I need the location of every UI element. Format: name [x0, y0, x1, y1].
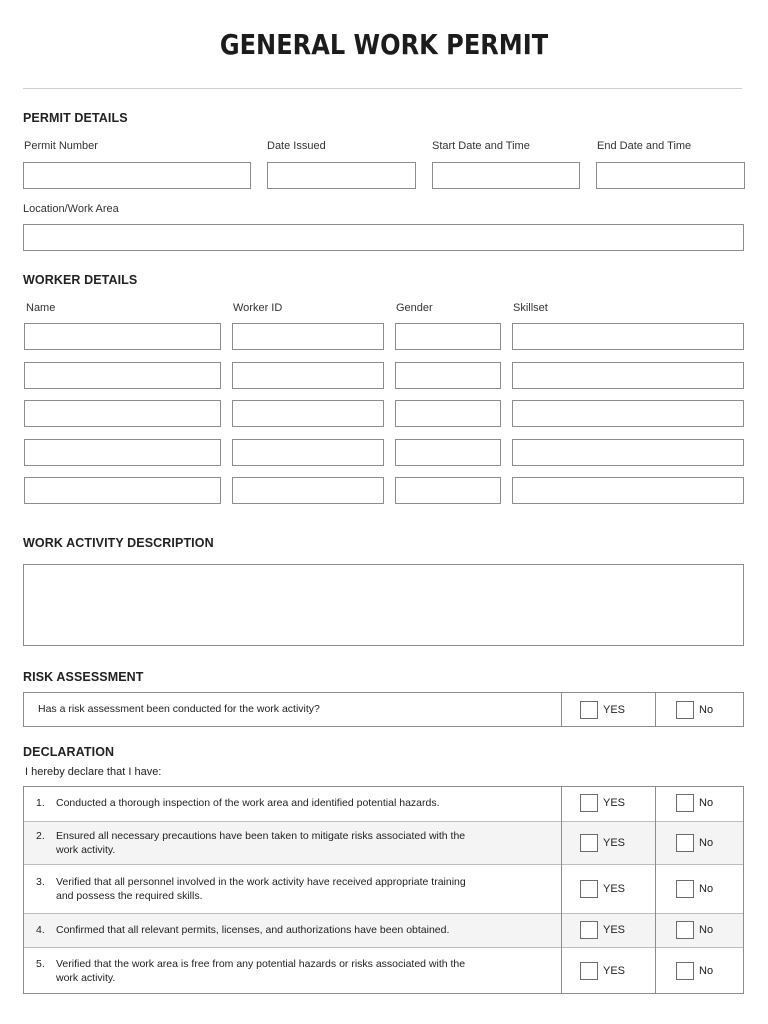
column-divider [561, 787, 562, 993]
yes-label: YES [603, 882, 626, 895]
declaration-text [56, 957, 546, 985]
yes-label: YES [603, 836, 626, 849]
gender-field[interactable] [395, 323, 501, 350]
item-number: 4. [36, 924, 45, 936]
checkbox[interactable] [580, 962, 598, 980]
declaration-text-line: Verified that all personnel involved in the work activity have received appropriate training [56, 875, 466, 888]
name-field[interactable] [24, 439, 221, 466]
declaration-no-option[interactable] [676, 921, 713, 939]
declaration-text [56, 829, 546, 857]
location-label: Location/Work Area [23, 203, 119, 215]
declaration-text-line: Conducted a thorough inspection of the work area and identified potential hazards. [56, 797, 440, 809]
start-date-field[interactable] [432, 162, 580, 189]
checkbox[interactable] [676, 701, 694, 719]
name-column-label: Name [26, 302, 56, 314]
declaration-row [24, 821, 743, 864]
checkbox[interactable] [676, 794, 694, 812]
work-activity-field[interactable] [23, 564, 744, 646]
declaration-no-option[interactable] [676, 962, 713, 980]
checkbox[interactable] [580, 834, 598, 852]
no-label: No [699, 797, 714, 809]
item-number: 5. [36, 957, 45, 970]
yes-label: YES [603, 964, 626, 977]
risk-assessment-heading: RISK ASSESSMENT [23, 670, 144, 684]
declaration-row [24, 864, 743, 913]
skillset-field[interactable] [512, 439, 744, 466]
worker-id-field[interactable] [232, 477, 384, 504]
declaration-no-option[interactable] [676, 880, 713, 898]
declaration-text-line: Verified that the work area is free from any potential hazards or risks associated with the [56, 957, 466, 970]
item-number: 3. [36, 875, 45, 888]
date-issued-label: Date Issued [267, 140, 326, 152]
no-label: No [699, 924, 714, 936]
declaration-text-line: work activity. [56, 843, 116, 856]
gender-field[interactable] [395, 439, 501, 466]
checkbox[interactable] [580, 880, 598, 898]
skillset-column-label: Skillset [513, 302, 548, 314]
declaration-yes-option[interactable] [580, 921, 625, 939]
column-divider [655, 787, 656, 993]
permit-number-field[interactable] [23, 162, 251, 189]
declaration-yes-option[interactable] [580, 962, 625, 980]
name-field[interactable] [24, 477, 221, 504]
declaration-text-line: Confirmed that all relevant permits, licenses, and authorizations have been obtained. [56, 924, 450, 936]
worker-id-column-label: Worker ID [233, 302, 283, 314]
no-label: No [699, 704, 714, 716]
column-divider [561, 693, 562, 726]
checkbox[interactable] [676, 834, 694, 852]
skillset-field[interactable] [512, 323, 744, 350]
worker-id-field[interactable] [232, 439, 384, 466]
name-field[interactable] [24, 362, 221, 389]
skillset-field[interactable] [512, 362, 744, 389]
gender-column-label: Gender [396, 302, 433, 314]
checkbox[interactable] [676, 962, 694, 980]
no-label: No [699, 882, 714, 895]
yes-label: YES [603, 704, 626, 716]
worker-id-field[interactable] [232, 400, 384, 427]
declaration-yes-option[interactable] [580, 794, 625, 812]
gender-field[interactable] [395, 400, 501, 427]
item-number: 2. [36, 829, 45, 842]
checkbox[interactable] [580, 921, 598, 939]
declaration-intro: I hereby declare that I have: [25, 766, 162, 778]
permit-details-heading: PERMIT DETAILS [23, 111, 128, 125]
date-issued-field[interactable] [267, 162, 416, 189]
no-label: No [699, 964, 714, 977]
name-field[interactable] [24, 323, 221, 350]
gender-field[interactable] [395, 477, 501, 504]
name-field[interactable] [24, 400, 221, 427]
worker-id-field[interactable] [232, 362, 384, 389]
no-label: No [699, 836, 714, 849]
worker-id-field[interactable] [232, 323, 384, 350]
checkbox[interactable] [676, 880, 694, 898]
page-title: GENERAL WORK PERMIT [219, 28, 549, 61]
declaration-text [56, 796, 546, 810]
declaration-text-line: work activity. [56, 971, 116, 984]
risk-assessment-table [23, 692, 744, 727]
gender-field[interactable] [395, 362, 501, 389]
declaration-yes-option[interactable] [580, 834, 625, 852]
skillset-field[interactable] [512, 400, 744, 427]
checkbox[interactable] [676, 921, 694, 939]
declaration-row [24, 787, 743, 821]
title-divider [23, 88, 742, 89]
end-date-field[interactable] [596, 162, 745, 189]
risk-yes-option[interactable] [580, 701, 625, 719]
risk-no-option[interactable] [676, 701, 713, 719]
declaration-text [56, 923, 546, 937]
declaration-text-line: and possess the required skills. [56, 889, 203, 902]
yes-label: YES [603, 924, 626, 936]
end-date-label: End Date and Time [597, 140, 692, 152]
declaration-text-line: Ensured all necessary precautions have been taken to mitigate risks associated with the [56, 829, 466, 842]
checkbox[interactable] [580, 794, 598, 812]
column-divider [655, 693, 656, 726]
yes-label: YES [603, 797, 626, 809]
skillset-field[interactable] [512, 477, 744, 504]
declaration-text [56, 875, 546, 903]
permit-number-label: Permit Number [24, 140, 98, 152]
worker-details-heading: WORKER DETAILS [23, 273, 138, 287]
declaration-no-option[interactable] [676, 834, 713, 852]
declaration-heading: DECLARATION [23, 745, 115, 759]
declaration-no-option[interactable] [676, 794, 713, 812]
checkbox[interactable] [580, 701, 598, 719]
work-activity-heading: WORK ACTIVITY DESCRIPTION [23, 536, 214, 550]
location-field[interactable] [23, 224, 744, 251]
start-date-label: Start Date and Time [432, 140, 530, 152]
declaration-row [24, 947, 743, 994]
declaration-table [23, 786, 744, 994]
declaration-yes-option[interactable] [580, 880, 625, 898]
item-number: 1. [36, 797, 45, 809]
declaration-row [24, 913, 743, 947]
risk-question: Has a risk assessment been conducted for the work activity? [38, 703, 320, 715]
